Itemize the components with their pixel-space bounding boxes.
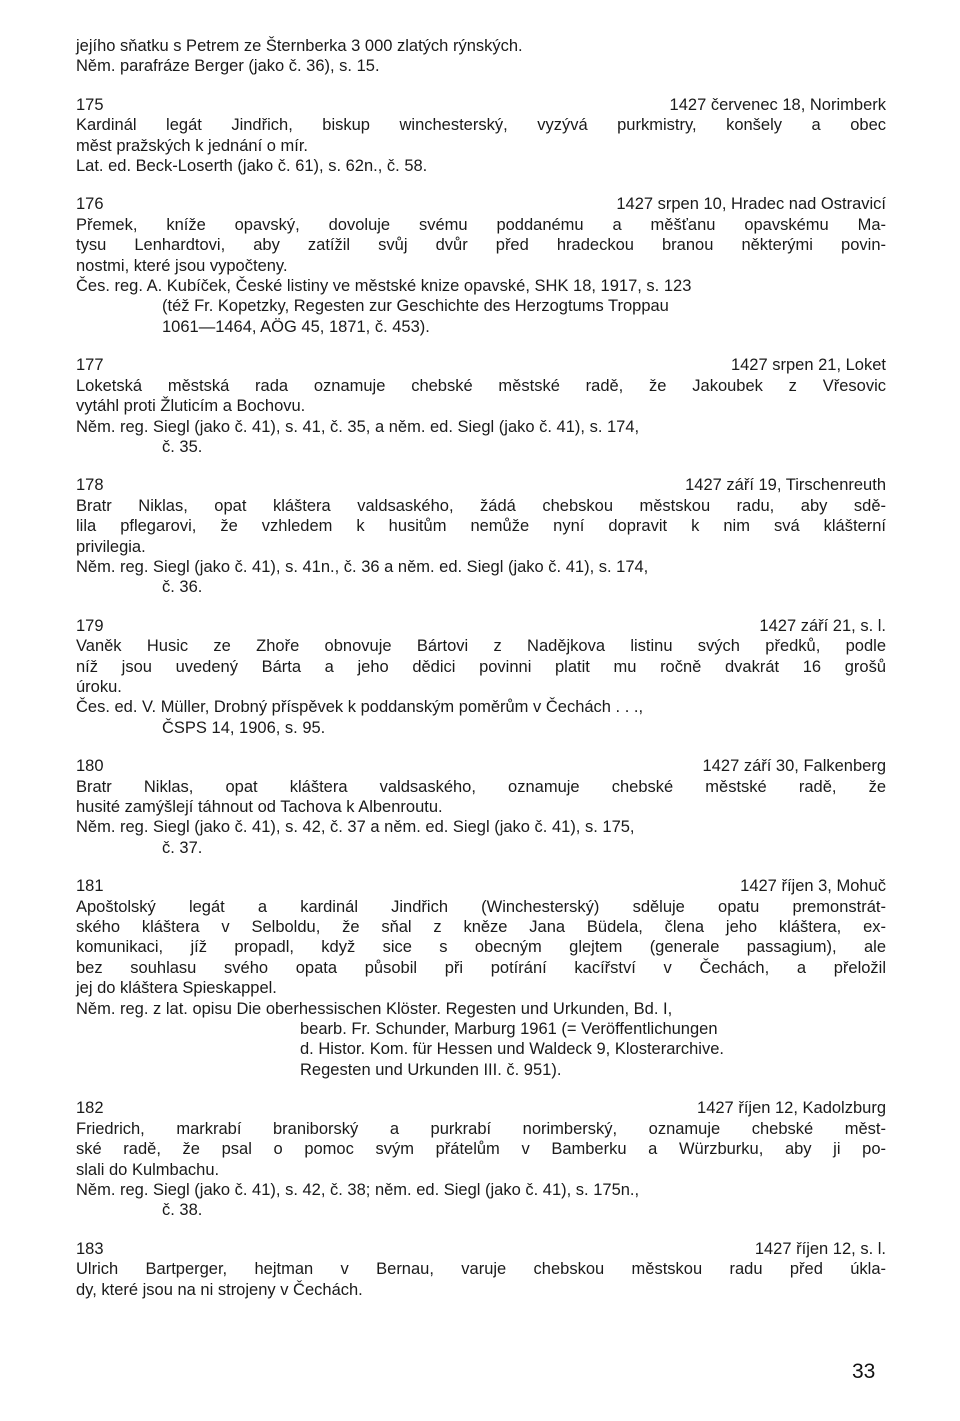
page-number: 33 — [852, 1360, 876, 1383]
entry-number: 181 — [76, 877, 104, 896]
entry-number: 175 — [76, 95, 104, 114]
entry-text-line: bez souhlasu svého opata působil při potírání kacířství v Čechách, a přeložil — [76, 958, 886, 977]
entry-date-place: 1427 září 30, Falkenberg — [702, 757, 886, 776]
entry-text-line: úroku. — [76, 677, 122, 696]
entry-reference-cont: č. 35. — [162, 437, 203, 456]
entry-text-line: komunikaci, jíž propadl, když sice s obecným glejtem (generale passagium), ale — [76, 938, 886, 957]
entry-reference-cont: č. 36. — [162, 578, 203, 597]
regest-entry — [76, 194, 886, 337]
entry-reference-cont: 1061—1464, AÖG 45, 1871, č. 453). — [162, 317, 430, 336]
entry-header — [76, 616, 886, 636]
entry-number: 176 — [76, 195, 104, 214]
entry-text-line: ského kláštera v Selboldu, že sňal z kněze Jana Büdela, člena jeho kláštera, ex- — [76, 918, 886, 937]
entry-date-place: 1427 srpen 10, Hradec nad Ostravicí — [616, 195, 886, 214]
entry-text-line: vytáhl proti Žluticím a Bochovu. — [76, 397, 306, 416]
entry-text-line: Loketská městská rada oznamuje chebské městské radě, že Jakoubek z Vřesovic — [76, 376, 886, 395]
entry-number: 179 — [76, 616, 104, 635]
entry-date-place: 1427 říjen 3, Mohuč — [740, 877, 886, 896]
regest-entry — [76, 876, 886, 1080]
entry-date-place: 1427 srpen 21, Loket — [730, 356, 886, 375]
entry-text-line: privilegia. — [76, 537, 146, 556]
entry-reference-cont: bearb. Fr. Schunder, Marburg 1961 (= Veröffentlichungen — [300, 1020, 718, 1039]
entry-reference: Čes. reg. A. Kubíček, České listiny ve městské knize opavské, SHK 18, 1917, s. 123 — [76, 277, 692, 296]
entry-text-line: Friedrich, markrabí braniborský a purkrabí norimberský, oznamuje chebské měst- — [76, 1119, 886, 1138]
entry-number: 178 — [76, 476, 104, 495]
entry-text-line: lila pflegarovi, že vzhledem k husitům nemůže nyní dopravit k nim svá klášterní — [76, 517, 886, 536]
entry-header — [76, 756, 886, 776]
entry-reference: Čes. ed. V. Müller, Drobný příspěvek k poddanským poměrům v Čechách . . ., — [76, 698, 644, 717]
entry-text-line: tysu Lenhardtovi, aby zatížil svůj dvůr před hradeckou branou některými povin- — [76, 236, 886, 255]
entry-header — [76, 1098, 886, 1118]
regest-entry — [76, 1239, 886, 1300]
entry-text-line: Přemek, kníže opavský, dovoluje svému poddanému a měšťanu opavskému Ma- — [76, 215, 886, 234]
entry-text-line: měst pražských k jednání o mír. — [76, 136, 309, 155]
entries-list — [76, 95, 886, 1300]
entry-reference-cont: č. 38. — [162, 1201, 203, 1220]
entry-number: 177 — [76, 356, 104, 375]
entry-text-line: níž jsou uvedený Bárta a jeho dědici povinni platit mu ročně dvakrát 16 grošů — [76, 657, 886, 676]
document-page — [76, 36, 886, 1300]
entry-header — [76, 95, 886, 115]
entry-header — [76, 475, 886, 495]
entry-header — [76, 355, 886, 375]
entry-text-line: Ulrich Bartperger, hejtman v Bernau, varuje chebskou městskou radu před úkla- — [76, 1260, 886, 1279]
entry-date-place: 1427 říjen 12, s. l. — [754, 1239, 886, 1258]
entry-header — [76, 876, 886, 896]
entry-reference-cont: Regesten und Urkunden III. č. 951). — [300, 1060, 562, 1079]
entry-text-line: Vaněk Husic ze Zhoře obnovuje Bártovi z Nadějkova listinu svých předků, podle — [76, 637, 886, 656]
entry-text-line: Bratr Niklas, opat kláštera valdsaského, žádá chebskou městskou radu, aby sdě- — [76, 496, 886, 515]
entry-text-line: Kardinál legát Jindřich, biskup winchesterský, vyzývá purkmistry, konšely a obec — [76, 116, 886, 135]
intro-block — [76, 36, 886, 77]
entry-reference: Něm. reg. Siegl (jako č. 41), s. 41, č. 35, a něm. ed. Siegl (jako č. 41), s. 174, — [76, 417, 640, 436]
regest-entry — [76, 1098, 886, 1220]
entry-reference-cont: d. Histor. Kom. für Hessen und Waldeck 9, Klosterarchive. — [300, 1040, 724, 1059]
entry-number: 183 — [76, 1239, 104, 1258]
entry-text-line: Apoštolský legát a kardinál Jindřich (Winchesterský) sděluje opatu premonstrát- — [76, 897, 886, 916]
entry-header — [76, 194, 886, 214]
entry-header — [76, 1239, 886, 1259]
entry-text-line: jej do kláštera Spieskappel. — [76, 979, 277, 998]
entry-reference-cont: ČSPS 14, 1906, s. 95. — [162, 718, 326, 737]
entry-reference: Něm. reg. Siegl (jako č. 41), s. 41n., č. 36 a něm. ed. Siegl (jako č. 41), s. 174, — [76, 557, 649, 576]
entry-date-place: 1427 říjen 12, Kadolzburg — [697, 1099, 886, 1118]
entry-reference: Něm. reg. z lat. opisu Die oberhessischen Klöster. Regesten und Urkunden, Bd. I, — [76, 999, 673, 1018]
entry-date-place: 1427 září 19, Tirschenreuth — [685, 476, 886, 495]
entry-number: 180 — [76, 757, 104, 776]
entry-text-line: husité zamýšlejí táhnout od Tachova k Albenroutu. — [76, 798, 443, 816]
entry-reference: Něm. reg. Siegl (jako č. 41), s. 42, č. 38; něm. ed. Siegl (jako č. 41), s. 175n., — [76, 1180, 640, 1199]
regest-entry — [76, 756, 886, 858]
entry-number: 182 — [76, 1099, 104, 1118]
entry-text-line: nostmi, které jsou vypočteny. — [76, 256, 288, 275]
regest-entry — [76, 616, 886, 738]
intro-line: jejího sňatku s Petrem ze Šternberka 3 000 zlatých rýnských. — [76, 37, 523, 55]
regest-entry — [76, 355, 886, 457]
entry-text-line: Bratr Niklas, opat kláštera valdsaského, oznamuje chebské městské radě, že — [76, 777, 886, 796]
entry-text-line: slali do Kulmbachu. — [76, 1160, 220, 1179]
entry-reference-cont: (též Fr. Kopetzky, Regesten zur Geschichte des Herzogtums Troppau — [162, 297, 669, 316]
entry-reference: Lat. ed. Beck-Loserth (jako č. 61), s. 62n., č. 58. — [76, 157, 428, 176]
intro-line: Něm. parafráze Berger (jako č. 36), s. 15. — [76, 57, 380, 76]
entry-text-line: dy, které jsou na ni strojeny v Čechách. — [76, 1280, 363, 1299]
entry-reference: Něm. reg. Siegl (jako č. 41), s. 42, č. 37 a něm. ed. Siegl (jako č. 41), s. 175, — [76, 818, 635, 837]
regest-entry — [76, 95, 886, 177]
entry-date-place: 1427 červenec 18, Norimberk — [669, 95, 886, 114]
entry-reference-cont: č. 37. — [162, 838, 203, 857]
entry-text-line: ské radě, že psal o pomoc svým přátelům v Bamberku a Würzburku, aby ji po- — [76, 1140, 886, 1159]
entry-date-place: 1427 září 21, s. l. — [759, 616, 886, 635]
regest-entry — [76, 475, 886, 597]
